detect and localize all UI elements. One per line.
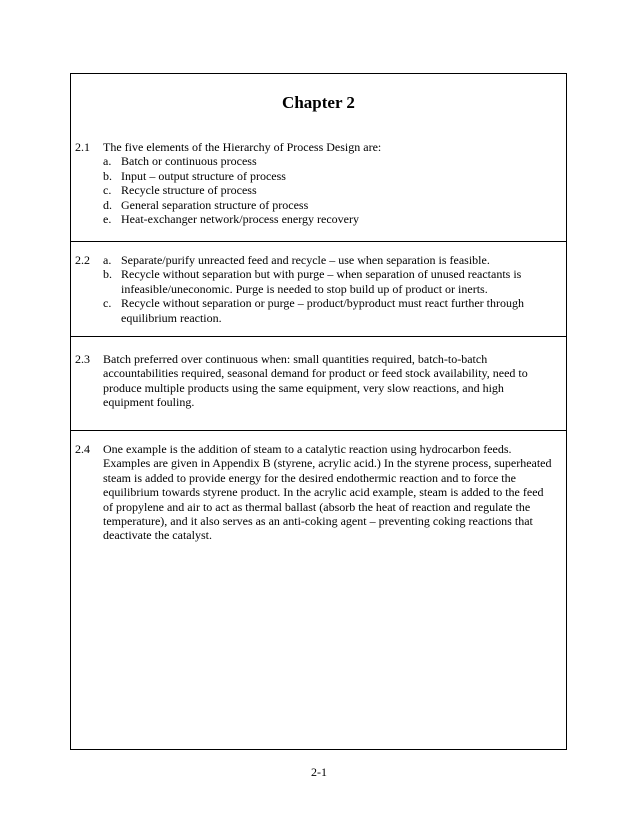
section-2-2	[71, 242, 566, 337]
list-item-text: Recycle structure of process	[121, 183, 257, 198]
section-2-1	[71, 74, 566, 242]
hierarchy-list	[103, 154, 552, 226]
section-intro: The five elements of the Hierarchy of Process Design are:	[103, 140, 382, 154]
section-text: One example is the addition of steam to a catalytic reaction using hydrocarbon feeds. Examples are given in Appendix B (styrene, acrylic acid.) In the styrene process, superheated steam is added to provide energy for the desired endothermic reaction and to force the equilibrium towards styrene product. In the acrylic acid example, steam is added to the feed of propylene and air to act as thermal ballast (absorb the heat of reaction and regulate the temperature), and it also serves as an anti-coking agent – preventing coking reactions that deactivate the catalyst.	[103, 442, 552, 543]
section-2-4	[71, 431, 566, 749]
list-item-text: Batch or continuous process	[121, 154, 257, 169]
list-item	[103, 296, 552, 325]
list-marker: b.	[103, 168, 112, 183]
list-item-text: Separate/purify unreacted feed and recycle – use when separation is feasible.	[121, 253, 490, 267]
list-item	[103, 169, 552, 183]
list-item-text: General separation structure of process	[121, 197, 309, 212]
section-number: 2.1	[75, 140, 90, 154]
recycle-list	[103, 253, 552, 325]
section-number: 2.2	[75, 253, 90, 267]
list-item	[103, 253, 552, 267]
list-marker: e.	[103, 212, 112, 227]
list-item	[103, 212, 552, 226]
section-body	[103, 253, 552, 325]
list-item	[103, 267, 552, 296]
page-number: 2-1	[311, 765, 327, 779]
list-item-text: Recycle without separation or purge – product/byproduct must react further through equilibrium reaction.	[121, 296, 524, 325]
section-text: Batch preferred over continuous when: small quantities required, batch-to-batch accountabilities required, seasonal demand for product or feed stock availability, need to produce multiple products using the same equipment, very slow reactions, and high equipment fouling.	[103, 352, 528, 410]
list-item	[103, 183, 552, 197]
list-marker: b.	[103, 267, 112, 282]
section-2-3	[71, 337, 566, 431]
list-marker: a.	[103, 253, 112, 267]
section-body	[103, 140, 552, 226]
list-item	[103, 154, 552, 168]
list-marker: c.	[103, 183, 112, 198]
list-item-text: Input – output structure of process	[121, 168, 286, 183]
list-item-text: Heat-exchanger network/process energy recovery	[121, 212, 359, 227]
list-item	[103, 198, 552, 212]
list-marker: a.	[103, 154, 112, 169]
list-marker: d.	[103, 197, 112, 212]
answer-box	[70, 73, 567, 750]
list-item-text: Recycle without separation but with purge – when separation of unused reactants is infeasible/uneconomic. Purge is needed to stop build up of product or inerts.	[121, 267, 522, 296]
section-number: 2.4	[75, 442, 90, 456]
section-number: 2.3	[75, 352, 90, 366]
list-marker: c.	[103, 296, 112, 311]
chapter-title: Chapter 2	[282, 93, 355, 112]
